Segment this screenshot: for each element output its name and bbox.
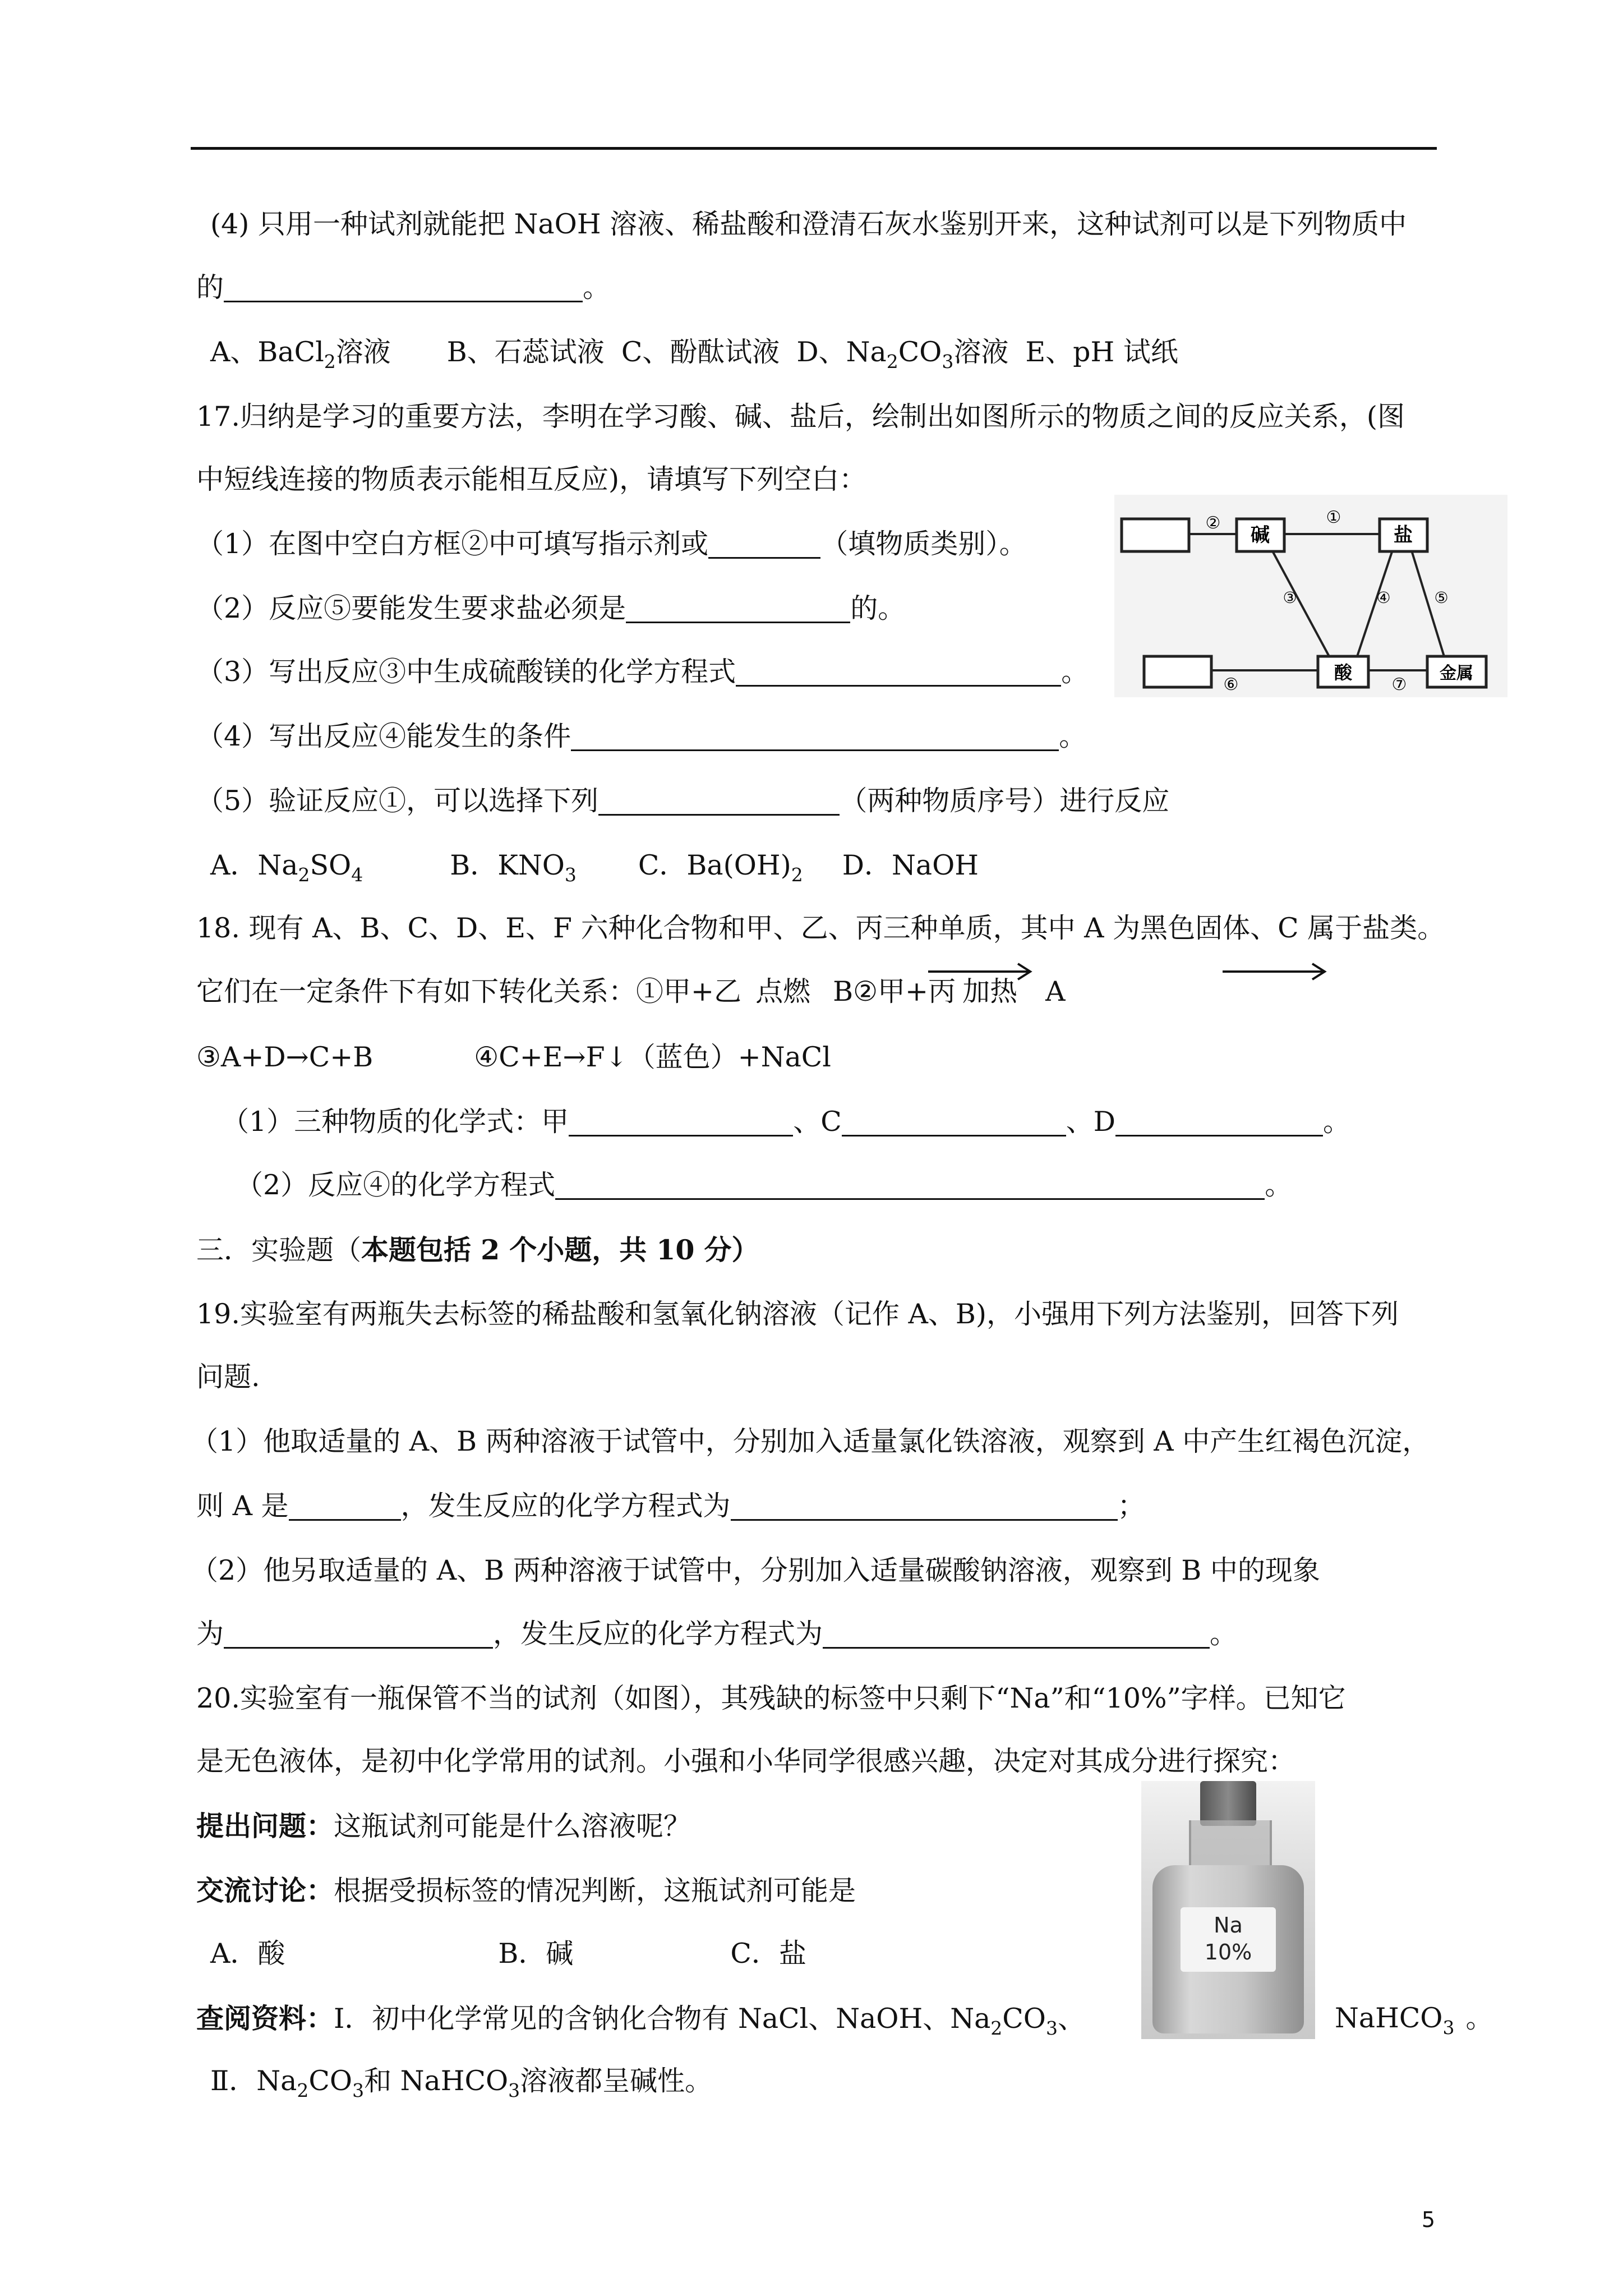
text: （3）写出反应③中生成硫酸镁的化学方程式 [196, 656, 736, 688]
subscript: 2 [990, 2017, 1003, 2039]
option-d: D、Na [796, 336, 887, 368]
text: 、D [1066, 1106, 1115, 1138]
q19-part2-line2 [196, 1614, 1447, 1654]
text: 三．实验题（ [196, 1234, 362, 1266]
text: 溶液都呈碱性。 [520, 2065, 713, 2097]
text: 的。 [850, 592, 906, 624]
q20-stem2: 是无色液体，是初中化学常用的试剂。小强和小华同学很感兴趣，决定对其成分进行探究： [196, 1745, 1296, 1777]
answer-blank[interactable] [626, 592, 850, 623]
text: Ⅰ．初中化学常见的含钠化合物有 NaCl、NaOH、Na [334, 2003, 991, 2035]
subscript: 3 [942, 351, 954, 372]
node-metal-label: 金属 [1440, 664, 1473, 683]
subscript: 3 [1442, 2017, 1455, 2039]
text: 的 [196, 272, 224, 303]
page-number: 5 [1421, 2207, 1435, 2232]
arrow-2 [1223, 959, 1329, 982]
label-percent: 10% [1204, 1940, 1252, 1964]
text: B②甲+丙 [833, 976, 956, 1007]
text: 。 [1322, 1106, 1350, 1138]
option-b: B．碱 [498, 1938, 574, 1970]
label-6: ⑥ [1223, 675, 1239, 694]
answer-blank[interactable] [569, 1106, 793, 1137]
label-5: ⑤ [1434, 588, 1449, 607]
option-c: C．Ba(OH) [638, 849, 791, 881]
answer-blank[interactable] [842, 1106, 1066, 1137]
text: ； [1117, 1490, 1145, 1522]
q17-stem1: 17.归纳是学习的重要方法，李明在学习酸、碱、盐后，绘制出如图所示的物质之间的反应关系，(图 [196, 401, 1405, 432]
label-7: ⑦ [1391, 675, 1407, 694]
text: CO [308, 2065, 353, 2097]
text: 。 [1265, 1169, 1293, 1201]
text: 它们在一定条件下有如下转化关系：①甲+乙 [196, 976, 742, 1007]
text: （2）反应④的化学方程式 [236, 1169, 556, 1201]
answer-blank[interactable] [289, 1490, 401, 1521]
q19-stem2: 问题. [196, 1361, 260, 1393]
subscript: 4 [351, 864, 363, 886]
text: Ⅱ．Na [210, 2065, 297, 2097]
text: （两种物质序号）进行反应 [840, 785, 1170, 817]
option-a-suffix: 溶液 [335, 336, 391, 368]
answer-blank[interactable] [823, 1618, 1210, 1649]
text: 。 [1210, 1618, 1238, 1650]
option-b: B．KNO [450, 849, 565, 881]
option-b: B、石蕊试液 [446, 336, 605, 368]
q18-part2 [236, 1166, 1486, 1205]
text: NaHCO [1335, 2002, 1443, 2034]
node-acid-label: 酸 [1334, 662, 1353, 683]
text: （1）三种物质的化学式：甲 [222, 1106, 569, 1138]
blank-box-top [1122, 519, 1189, 551]
q20-reference-2 [210, 2062, 1461, 2110]
text: A [1045, 976, 1066, 1007]
subscript: 2 [324, 351, 336, 372]
text: SO [310, 849, 352, 881]
relation-4: ④C+E→F↓（蓝色）+NaCl [474, 1041, 831, 1073]
text: 溶液 [953, 336, 1009, 368]
q19-stem1: 19.实验室有两瓶失去标签的稀盐酸和氢氧化钠溶液（记作 A、B)，小强用下列方法鉴别，回答下列 [196, 1298, 1399, 1330]
answer-blank[interactable] [555, 1169, 1265, 1200]
answer-blank[interactable] [708, 528, 820, 559]
text: 、C [793, 1106, 842, 1138]
answer-blank[interactable] [736, 656, 1061, 687]
q17-part4 [196, 717, 1447, 756]
text: （1）在图中空白方框②中可填写指示剂或 [196, 528, 709, 560]
answer-blank[interactable] [224, 272, 583, 302]
text: ，发生反应的化学方程式为 [400, 1490, 731, 1522]
option-c: C．盐 [730, 1938, 806, 1970]
text: （填物质类别）。 [820, 528, 1027, 560]
text: 这瓶试剂可能是什么溶液呢？ [334, 1810, 691, 1842]
bold-label: 提出问题： [196, 1810, 334, 1842]
q16-4-options [210, 333, 1461, 381]
reagent-bottle-photo [1141, 1781, 1315, 2039]
subscript: 2 [791, 864, 803, 886]
text: CO [898, 336, 942, 368]
bold-text: 本题包括 2 个小题，共 10 分） [361, 1234, 759, 1266]
text: （2）反应⑤要能发生要求盐必须是 [196, 592, 626, 624]
subscript: 2 [298, 864, 310, 886]
label-4: ④ [1376, 588, 1391, 607]
text: 。 [1059, 720, 1087, 752]
text: 、 [1057, 2003, 1085, 2035]
subscript: 3 [564, 864, 577, 886]
node-base-label: 碱 [1251, 524, 1270, 546]
q17-part5 [196, 781, 1447, 821]
subscript: 2 [297, 2079, 309, 2101]
text: 和 NaHCO [364, 2065, 509, 2097]
label-3: ③ [1283, 588, 1297, 607]
text: 为 [196, 1618, 224, 1650]
bottle-neck [1189, 1820, 1272, 1871]
q18-part1 [222, 1102, 1472, 1142]
text: ，发生反应的化学方程式为 [493, 1618, 823, 1650]
text: 。 [1061, 656, 1089, 688]
option-e: E、pH 试纸 [1025, 336, 1178, 368]
text: 。 [1465, 2002, 1493, 2034]
answer-blank[interactable] [224, 1618, 493, 1649]
answer-blank[interactable] [598, 785, 840, 816]
q18-stem1: 18. 现有 A、B、C、D、E、F 六种化合物和甲、乙、丙三种单质，其中 A 为黑色固体、C 属于盐类。 [196, 912, 1445, 944]
q19-part1-line2 [196, 1487, 1447, 1526]
option-a: A．酸 [210, 1938, 285, 1970]
bold-label: 查阅资料： [196, 2002, 334, 2035]
node-salt-label: 盐 [1394, 524, 1413, 546]
answer-blank[interactable] [571, 720, 1059, 751]
section-3-heading [196, 1230, 1447, 1270]
text: （5）验证反应①，可以选择下列 [196, 785, 599, 817]
text: 根据受损标签的情况判断，这瓶试剂可能是 [334, 1875, 856, 1907]
q17-stem2: 中短线连接的物质表示能相互反应)，请填写下列空白： [196, 463, 867, 495]
condition-ignite: 点燃 [755, 976, 811, 1007]
reaction-relationship-diagram [1113, 494, 1509, 698]
arrow-1 [928, 959, 1035, 982]
q16-4-line1: (4) 只用一种试剂就能把 NaOH 溶液、稀盐酸和澄清石灰水鉴别开来，这种试剂可以是下列物质中 [210, 208, 1407, 240]
answer-blank[interactable] [731, 1490, 1118, 1521]
bottle-label [1181, 1907, 1276, 1972]
q19-part1-line1: （1）他取适量的 A、B 两种溶液于试管中，分别加入适量氯化铁溶液，观察到 A 中产生红褐色沉淀， [191, 1425, 1430, 1457]
label-na: Na [1214, 1913, 1243, 1938]
text: （4）写出反应④能发生的条件 [196, 720, 571, 752]
subscript: 3 [508, 2079, 520, 2101]
option-d: D．NaOH [842, 849, 979, 881]
q19-part2-line1: （2）他另取适量的 A、B 两种溶液于试管中，分别加入适量碳酸钠溶液，观察到 B 中的现象 [191, 1554, 1320, 1586]
subscript: 3 [1045, 2017, 1058, 2039]
bold-label: 交流讨论： [196, 1874, 334, 1907]
text: CO [1002, 2003, 1046, 2035]
condition-heat: 加热 [962, 976, 1018, 1007]
option-c: C、酚酞试液 [621, 336, 780, 368]
blank-box-bottom [1144, 656, 1211, 687]
option-a: A、BaCl [210, 336, 324, 368]
text: 。 [583, 272, 611, 303]
label-1: ① [1326, 508, 1341, 527]
q17-options [210, 846, 1461, 895]
q20-stem1: 20.实验室有一瓶保管不当的试剂（如图），其残缺的标签中只剩下“Na”和“10%”字样。已知它 [196, 1682, 1346, 1714]
label-2: ② [1205, 513, 1221, 533]
text: 则 A 是 [196, 1490, 289, 1522]
subscript: 2 [886, 351, 898, 372]
q18-relations [196, 1038, 1447, 1077]
q20-reference-1-end [1335, 1999, 1493, 2047]
relation-3: ③A+D→C+B [196, 1041, 374, 1073]
q16-4-line2 [196, 268, 1447, 307]
header-rule [191, 147, 1437, 150]
subscript: 3 [352, 2079, 365, 2101]
answer-blank[interactable] [1115, 1106, 1323, 1137]
q20-reference-1 [196, 1999, 1150, 2048]
option-a: A．Na [210, 849, 298, 881]
bottle-stopper [1200, 1781, 1256, 1826]
